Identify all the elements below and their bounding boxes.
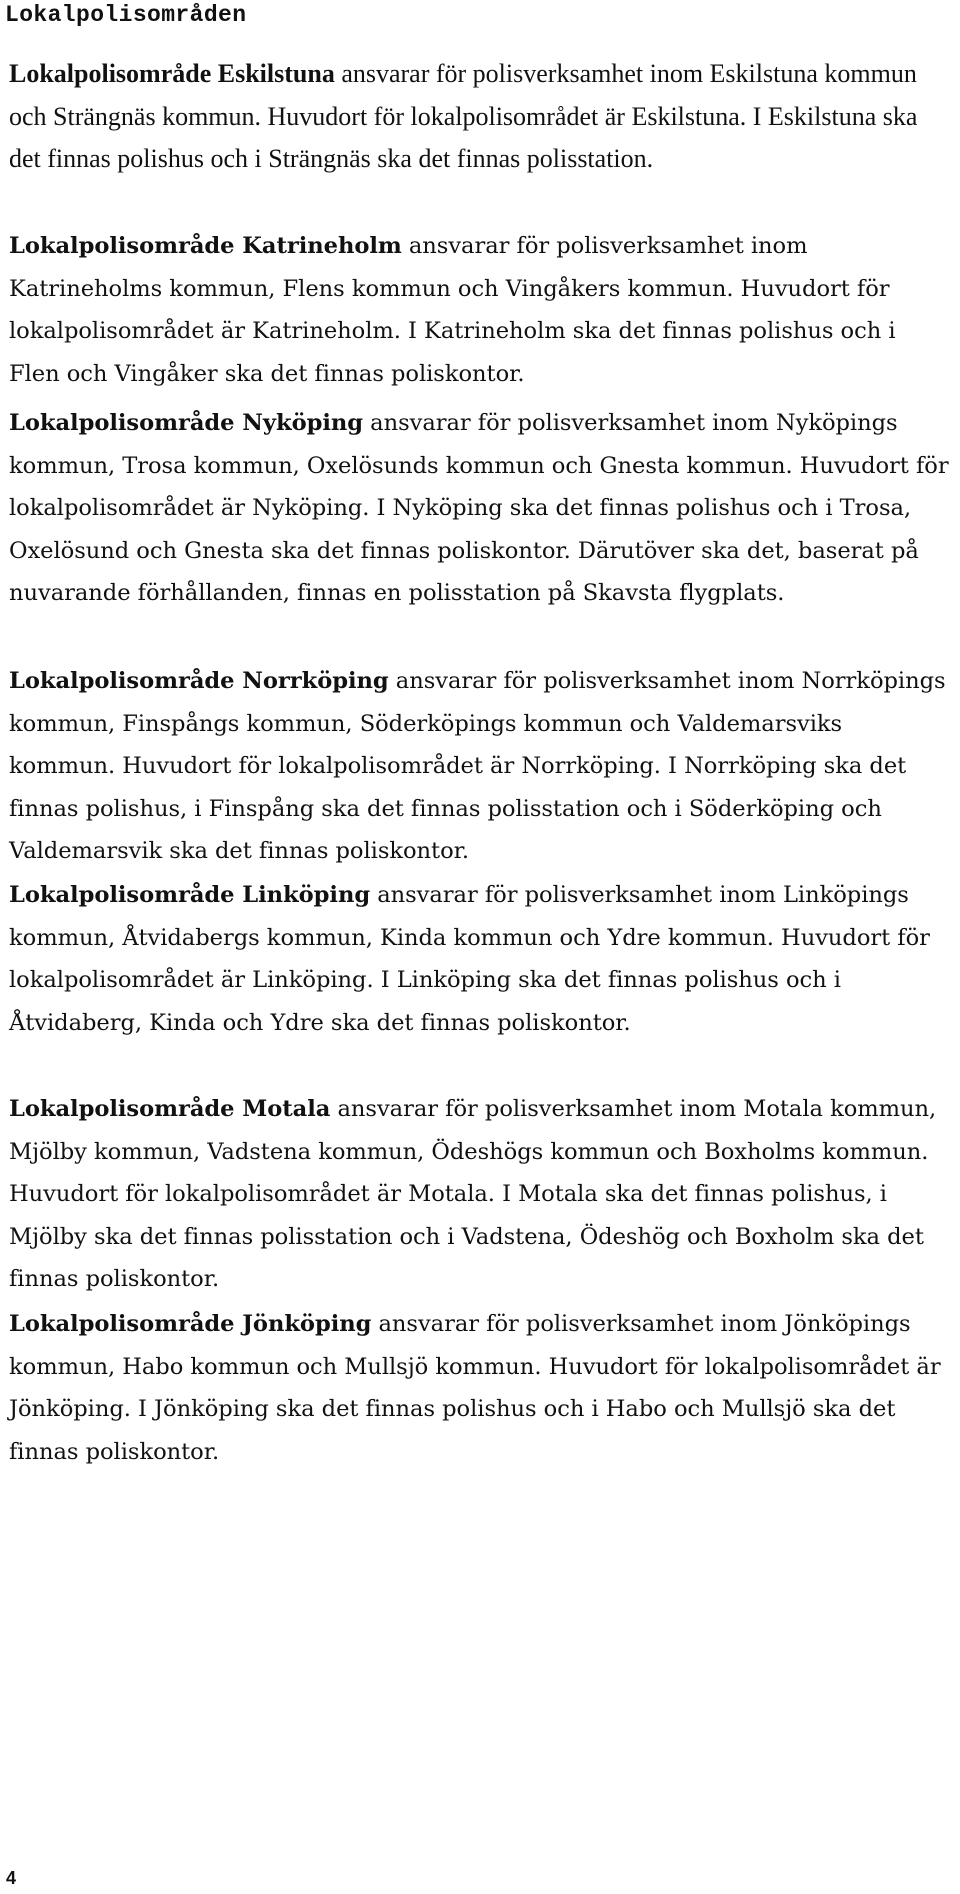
paragraph-motala: [9, 1088, 949, 1301]
page-heading: Lokalpolisområden: [5, 2, 247, 28]
area-name-eskilstuna: Lokalpolisområde Eskilstuna: [9, 59, 335, 88]
area-description-eskilstuna: ansvarar för polisverksamhet inom Eskilstuna kommun och Strängnäs kommun. Huvudort för lokalpolisområdet är Eskilstuna. I Eskilstuna ska det finnas polishus och i Strängnäs ska det finnas polisstation.: [9, 59, 918, 173]
paragraph-norrkoping: [9, 660, 949, 873]
page-number: 4: [6, 1868, 17, 1888]
area-name-motala: Lokalpolisområde Motala: [9, 1096, 331, 1122]
area-description-nykoping: ansvarar för polisverksamhet inom Nyköpings kommun, Trosa kommun, Oxelösunds kommun och Gnesta kommun. Huvudort för lokalpolisområdet är Nyköping. I Nyköping ska det finnas polishus och i Trosa, Oxelösund och Gnesta ska det finnas poliskontor. Därutöver ska det, baserat på nuvarande förhållanden, finnas en polisstation på Skavsta flygplats.: [9, 410, 949, 606]
area-name-linkoping: Lokalpolisområde Linköping: [9, 882, 371, 908]
area-name-katrineholm: Lokalpolisområde Katrineholm: [9, 233, 402, 259]
paragraph-eskilstuna: [9, 53, 949, 181]
area-description-linkoping: ansvarar för polisverksamhet inom Linköpings kommun, Åtvidabergs kommun, Kinda kommun och Ydre kommun. Huvudort för lokalpolisområdet är Linköping. I Linköping ska det finnas polishus och i Åtvidaberg, Kinda och Ydre ska det finnas poliskontor.: [9, 882, 930, 1036]
paragraph-nykoping: [9, 402, 949, 615]
paragraph-katrineholm: [9, 225, 949, 395]
area-description-katrineholm: ansvarar för polisverksamhet inom Katrineholms kommun, Flens kommun och Vingåkers kommun. Huvudort för lokalpolisområdet är Katrineholm. I Katrineholm ska det finnas polishus och i Flen och Vingåker ska det finnas poliskontor.: [9, 233, 896, 387]
paragraph-jonkoping: [9, 1303, 949, 1473]
area-name-jonkoping: Lokalpolisområde Jönköping: [9, 1311, 372, 1337]
area-name-norrkoping: Lokalpolisområde Norrköping: [9, 668, 389, 694]
area-description-jonkoping: ansvarar för polisverksamhet inom Jönköpings kommun, Habo kommun och Mullsjö kommun. Huvudort för lokalpolisområdet är Jönköping. I Jönköping ska det finnas polishus och i Habo och Mullsjö ska det finnas poliskontor.: [9, 1311, 941, 1465]
area-name-nykoping: Lokalpolisområde Nyköping: [9, 410, 364, 436]
area-description-norrkoping: ansvarar för polisverksamhet inom Norrköpings kommun, Finspångs kommun, Söderköpings kommun och Valdemarsviks kommun. Huvudort för lokalpolisområdet är Norrköping. I Norrköping ska det finnas polishus, i Finspång ska det finnas polisstation och i Söderköping och Valdemarsvik ska det finnas poliskontor.: [9, 668, 946, 864]
paragraph-linkoping: [9, 874, 949, 1044]
area-description-motala: ansvarar för polisverksamhet inom Motala kommun, Mjölby kommun, Vadstena kommun, Ödeshögs kommun och Boxholms kommun. Huvudort för lokalpolisområdet är Motala. I Motala ska det finnas polishus, i Mjölby ska det finnas polisstation och i Vadstena, Ödeshög och Boxholm ska det finnas poliskontor.: [9, 1096, 937, 1292]
